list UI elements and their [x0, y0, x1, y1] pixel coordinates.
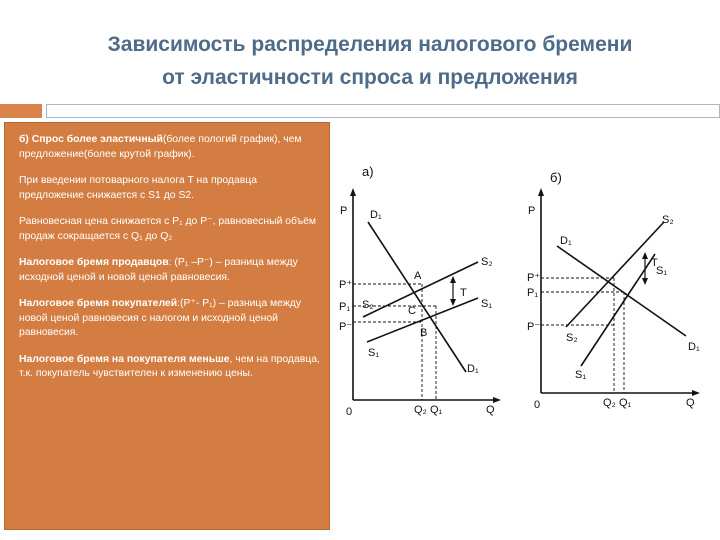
- graph-b-y-axis-label: P: [528, 205, 536, 217]
- paragraph-conclusion-rest: , чем на продавца, т.к. покупатель чувствителен к изменению цены.: [19, 353, 320, 379]
- graph-a-origin: 0: [346, 406, 353, 418]
- paragraph-conclusion: [19, 353, 321, 382]
- graph-b-tax-arrow-head-up: [642, 252, 648, 259]
- graph-a-s1-right: S₁: [481, 298, 493, 310]
- paragraph-equilibrium: Равновесная цена снижается с P₁ до P⁻, равновесный объём продаж сокращается с Q₁ до Q₂: [19, 216, 317, 242]
- paragraph-buyer-burden-bold: Налоговое бремя покупателей: [19, 298, 178, 309]
- graph-a-d1-top: D₁: [370, 209, 382, 221]
- graph-b-p-plus: P⁺: [527, 272, 541, 284]
- graph-a-p-minus: P⁻: [339, 321, 353, 333]
- graph-b-d1-left: D₁: [560, 235, 572, 247]
- graph-a-s1-left: S₁: [368, 347, 380, 359]
- graph-a-point-c: C: [408, 305, 416, 317]
- paragraph-conclusion-bold: Налоговое бремя на покупателя меньше: [19, 353, 230, 365]
- paragraph-elasticity-rest: (более пологий график), чем предложение(более крутой график).: [19, 134, 302, 160]
- accent-bar: [46, 104, 720, 118]
- graph-b-label: б): [550, 170, 562, 185]
- graph-a-tax-arrow-head-up: [450, 276, 456, 283]
- graph-b-s1-right: S₁: [656, 265, 668, 277]
- paragraph-elasticity: [19, 133, 321, 162]
- graph-b-demand-line: [557, 246, 686, 336]
- paragraph-seller-burden: [19, 256, 321, 285]
- graph-b-q2: Q₂: [603, 397, 616, 409]
- graph-a-y-axis-label: P: [340, 205, 348, 217]
- paragraph-buyer-burden: [19, 297, 321, 341]
- graph-a-q2: Q₂: [414, 404, 427, 416]
- slide-title: [40, 28, 700, 94]
- graph-b-p-minus: P⁻: [527, 321, 541, 333]
- graph-b-p1: P₁: [527, 287, 539, 299]
- graph-b-x-axis-label: Q: [686, 397, 695, 409]
- graph-a-d1-bottom: D₁: [467, 363, 479, 375]
- graph-a-x-arrow: [493, 397, 501, 403]
- graph-a-p1: P₁: [339, 301, 351, 313]
- graph-a-s2-right: S₂: [481, 256, 493, 268]
- text-panel: [4, 122, 330, 530]
- graph-b-tax-label: T: [651, 257, 658, 269]
- graph-a-label: а): [362, 164, 374, 179]
- graph-b-y-arrow: [538, 188, 544, 196]
- graph-b-s1-bottom: S₁: [575, 369, 587, 381]
- slide-title-line1: Зависимость распределения налогового бремени: [107, 33, 633, 56]
- graph-a-point-a: A: [414, 270, 422, 282]
- graph-b-tax-arrow-head-down: [642, 278, 648, 285]
- graph-a-s2-left: S₂: [362, 299, 374, 311]
- graph-b-x-arrow: [692, 390, 700, 396]
- graph-a-demand-line: [368, 222, 466, 372]
- graph-a-x-axis-label: Q: [486, 404, 495, 416]
- graph-b-q1: Q₁: [619, 397, 632, 409]
- graph-b-origin: 0: [534, 399, 541, 411]
- graph-a-point-b: B: [420, 327, 428, 339]
- paragraph-buyer-burden-rest: :(P⁺- P₁) – разница между новой ценой равновесия с налогом и исходной ценой равновесия.: [19, 298, 302, 338]
- paragraph-seller-burden-rest: : (P₁ –P⁻) – разница между исходной ценой и новой ценой равновесия.: [19, 257, 298, 283]
- slide-title-line2: от эластичности спроса и предложения: [162, 66, 578, 89]
- paragraph-elasticity-bold: б) Спрос более эластичный: [19, 134, 163, 145]
- graph-b-s2-top: S₂: [662, 214, 674, 226]
- graph-a-q1: Q₁: [430, 404, 443, 416]
- graph-a-tax-arrow-head-down: [450, 299, 456, 306]
- graph-b-d1-right: D₁: [688, 341, 700, 353]
- paragraph-tax-intro: При введении потоварного налога T на продавца предложение снижается с S1 до S2.: [19, 175, 257, 201]
- paragraph-seller-burden-bold: Налоговое бремя продавцов: [19, 257, 169, 268]
- graph-a-y-arrow: [350, 188, 356, 196]
- graph-a-tax-label: T: [460, 287, 467, 299]
- graphs-figure: [330, 150, 720, 530]
- accent-square: [0, 104, 42, 118]
- graph-a-p-plus: P⁺: [339, 279, 353, 291]
- graph-b-s2-bottom: S₂: [566, 332, 578, 344]
